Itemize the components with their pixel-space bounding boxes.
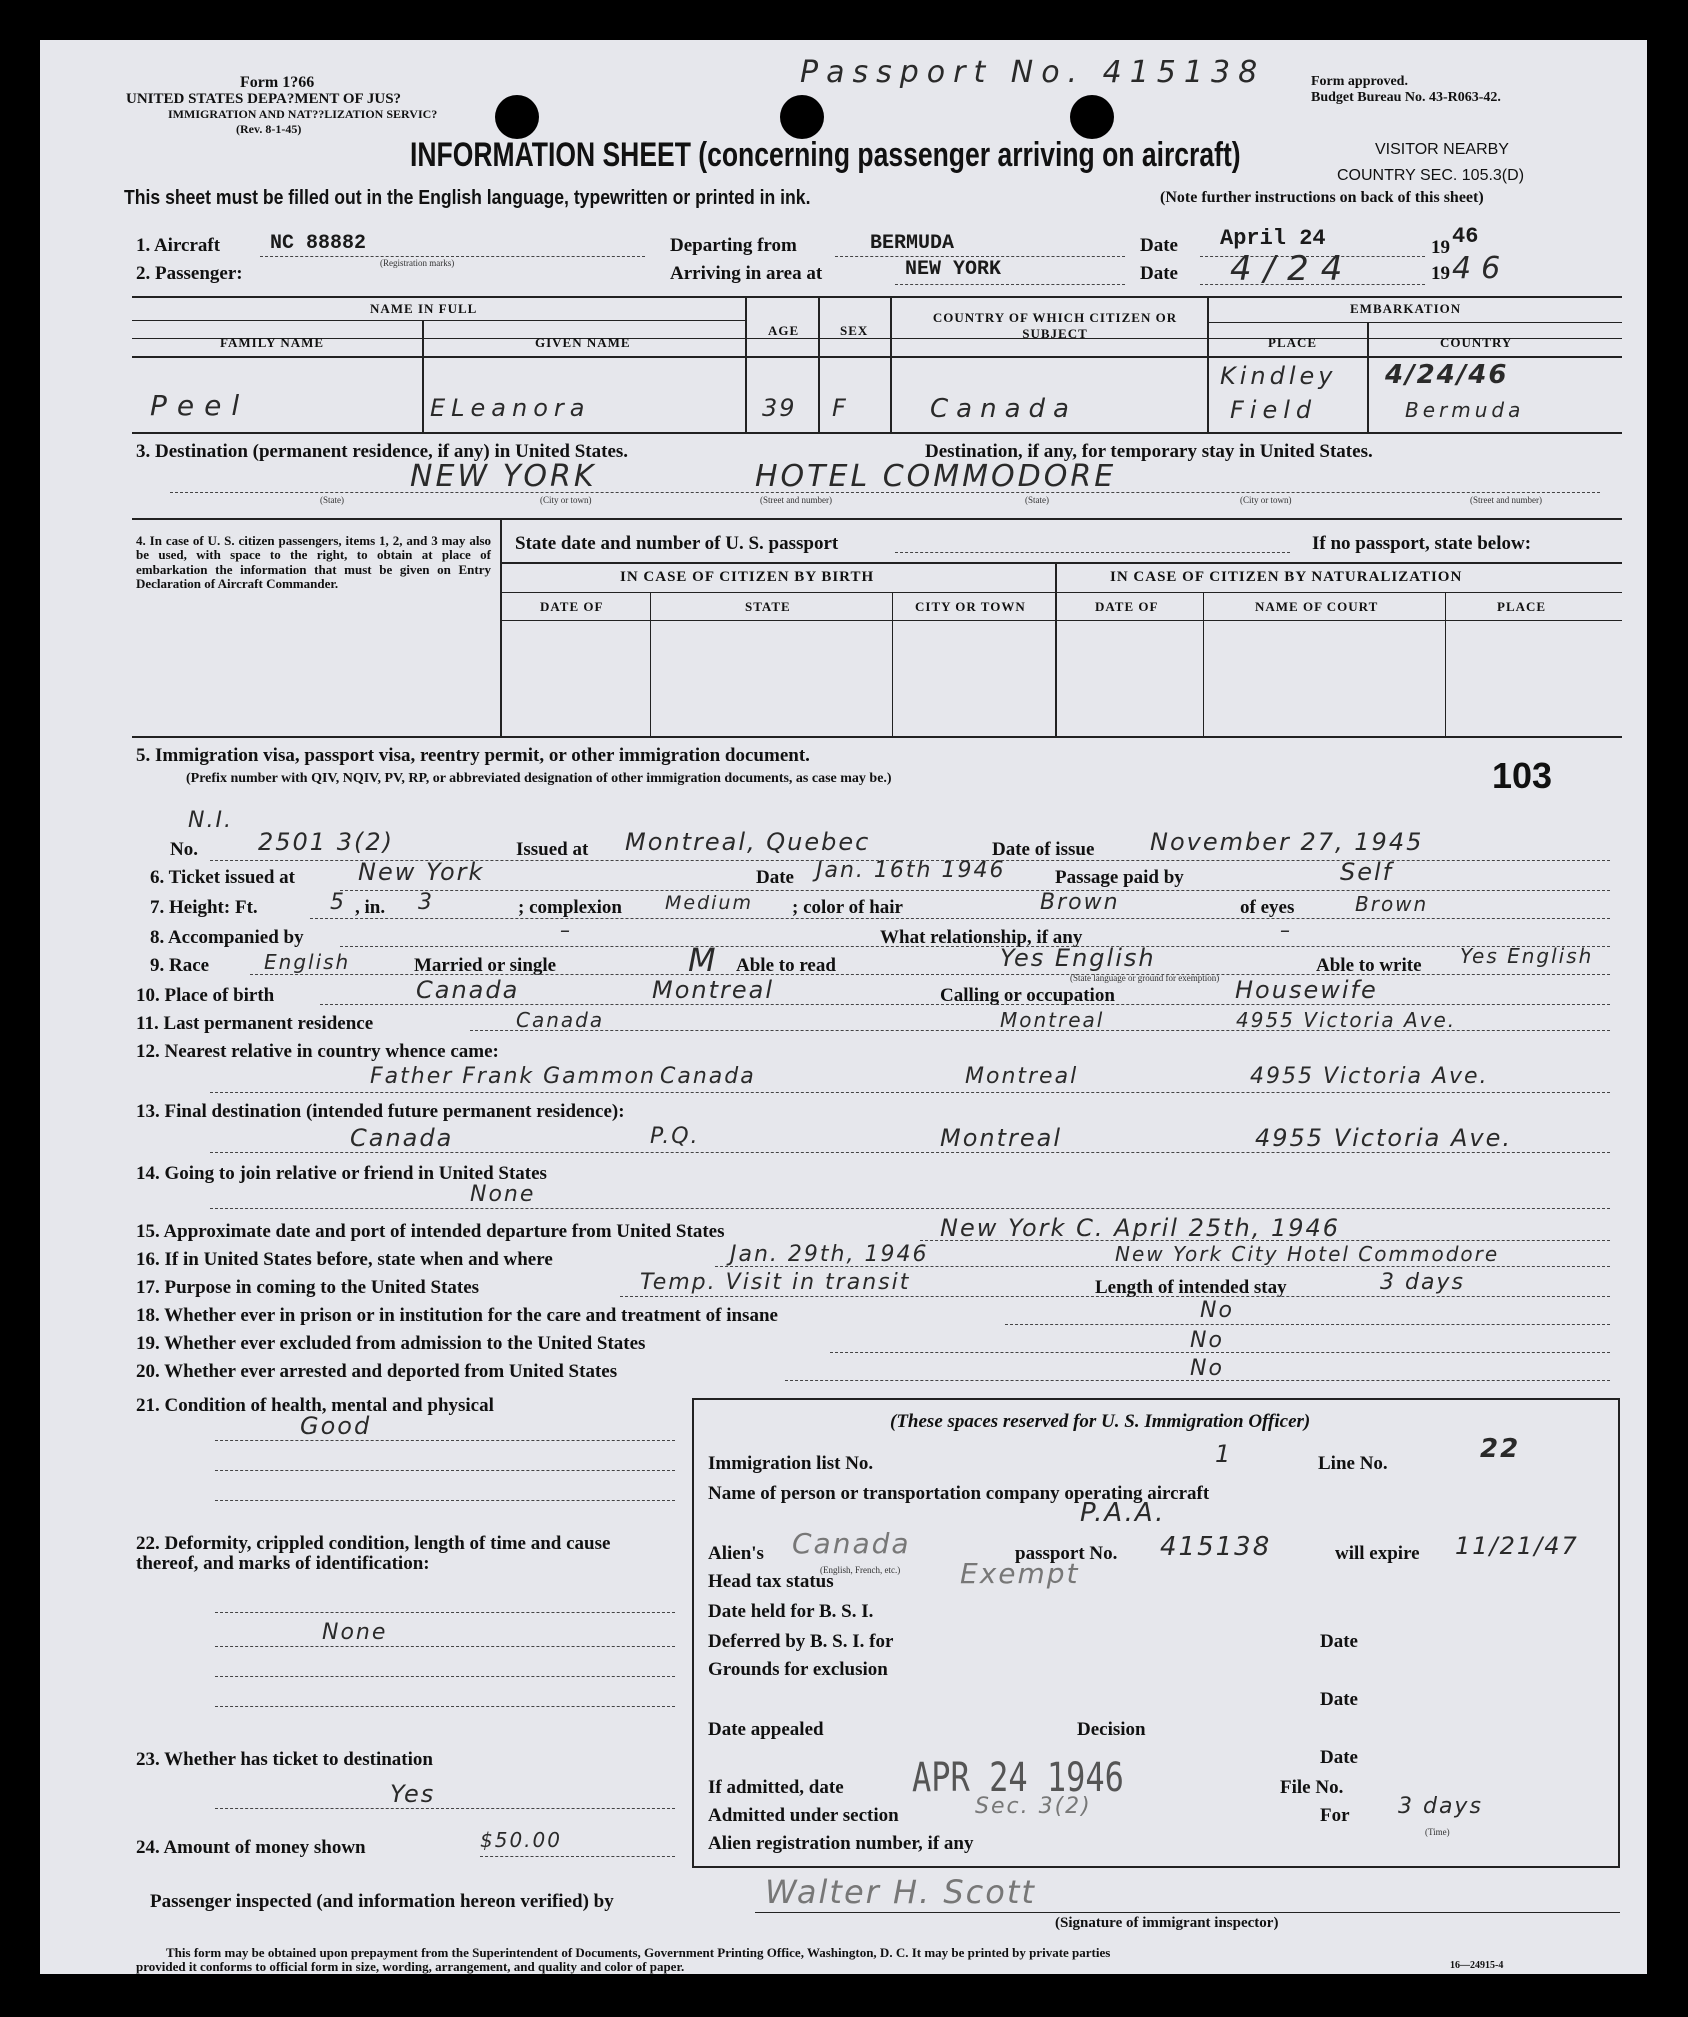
admitted-date-label: If admitted, date: [708, 1777, 844, 1798]
sex-value: F: [832, 394, 848, 422]
aircraft-label: 1. Aircraft: [136, 235, 221, 256]
language-caption: (State language or ground for exemption): [1070, 973, 1220, 983]
issued-at-label: Issued at: [516, 839, 589, 860]
signature-caption: (Signature of immigrant inspector): [1055, 1915, 1279, 1931]
birthplace-country: Canada: [416, 976, 520, 1004]
birthplace-label: 10. Place of birth: [136, 985, 275, 1006]
no-passport-label: If no passport, state below:: [1312, 533, 1532, 554]
relative-country: Canada: [660, 1064, 756, 1089]
nationality-caption: (English, French, etc.): [820, 1565, 901, 1575]
state-caption: (State): [1025, 495, 1049, 505]
alien-registration-label: Alien registration number, if any: [708, 1833, 974, 1854]
date-of-issue-label: Date of issue: [992, 839, 1095, 860]
citizen-header: COUNTRY OF WHICH CITIZEN OR SUBJECT: [932, 310, 1178, 341]
stay-length-label: Length of intended stay: [1095, 1277, 1287, 1298]
final-destination-label: 13. Final destination (intended future permanent residence):: [136, 1101, 625, 1122]
us-passport-label: State date and number of U. S. passport: [515, 533, 839, 554]
ticket-date-label: Date: [756, 867, 794, 888]
citizen-value: Canada: [930, 394, 1077, 424]
court-name-header: NAME OF COURT: [1255, 599, 1379, 614]
service-line: IMMIGRATION AND NAT??LIZATION SERVIC?: [168, 107, 438, 121]
prison-value: No: [1200, 1298, 1234, 1323]
department-line: UNITED STATES DEPA?MENT OF JUS?: [126, 91, 402, 107]
occupation-value: Housewife: [1235, 976, 1378, 1004]
write-label: Able to write: [1316, 955, 1422, 976]
document-number-label: No.: [170, 839, 198, 860]
married-value: M: [688, 941, 718, 979]
ticket-destination-label: 23. Whether has ticket to destination: [136, 1749, 433, 1770]
height-feet: 5: [330, 890, 346, 915]
embarkation-place-line2: Field: [1230, 396, 1318, 424]
departing-label: Departing from: [670, 235, 797, 256]
deformity-label: 22. Deformity, crippled condition, length of time and cause thereof, and marks of identification:: [136, 1533, 611, 1574]
departure-value: New York C. April 25th, 1946: [940, 1214, 1341, 1242]
form-title: INFORMATION SHEET (concerning passenger arriving on aircraft): [410, 136, 1241, 174]
deported-label: 20. Whether ever arrested and deported from United States: [136, 1361, 618, 1382]
sex-header: SEX: [840, 323, 869, 338]
relationship-value: –: [1280, 918, 1292, 942]
registration-caption: (Registration marks): [380, 258, 455, 268]
previous-visit-when: Jan. 29th, 1946: [730, 1242, 929, 1267]
height-label: 7. Height: Ft.: [150, 897, 258, 918]
document-prefix: N.I.: [188, 808, 233, 833]
final-street: 4955 Victoria Ave.: [1255, 1124, 1512, 1152]
hair-label: ; color of hair: [792, 897, 903, 918]
naturalization-place-header: PLACE: [1497, 599, 1547, 614]
excluded-label: 19. Whether ever excluded from admission to the United States: [136, 1333, 646, 1354]
ticket-date-value: Jan. 16th 1946: [816, 858, 1006, 883]
embarkation-place-line1: Kindley: [1220, 362, 1337, 390]
write-value: Yes English: [1460, 944, 1594, 968]
purpose-value: Temp. Visit in transit: [640, 1270, 911, 1295]
immigration-document-hint: (Prefix number with QIV, NQIV, PV, RP, or abbreviated designation of other immigration documents, as case may be.): [186, 771, 892, 786]
birth-date-header: DATE OF: [540, 599, 604, 614]
country-header: COUNTRY: [1440, 335, 1513, 350]
alien-passport-label: passport No.: [1015, 1543, 1118, 1564]
admitted-section-value: Sec. 3(2): [975, 1794, 1092, 1819]
fine-print-line2: provided it conforms to official form in size, wording, arrangement, and quality and color of paper.: [136, 1959, 685, 1974]
arriving-value: NEW YORK: [905, 258, 1002, 281]
year-prefix: 19: [1431, 263, 1450, 284]
immigration-document-label: 5. Immigration visa, passport visa, reentry permit, or other immigration document.: [136, 745, 810, 766]
residence-street: 4955 Victoria Ave.: [1236, 1008, 1457, 1032]
final-country: Canada: [350, 1124, 454, 1152]
city-caption: (City or town): [1240, 495, 1292, 505]
line-number-label: Line No.: [1318, 1453, 1388, 1474]
year-prefix: 19: [1431, 237, 1450, 258]
bsi-held-label: Date held for B. S. I.: [708, 1601, 874, 1622]
departing-value: BERMUDA: [870, 232, 955, 255]
prison-label: 18. Whether ever in prison or in institution for the care and treatment of insane: [136, 1305, 778, 1326]
destination-city: NEW YORK: [410, 459, 597, 494]
aircraft-value: NC 88882: [270, 232, 367, 255]
deformity-value: None: [322, 1620, 388, 1645]
money-label: 24. Amount of money shown: [136, 1837, 366, 1858]
revision: (Rev. 8-1-45): [236, 122, 302, 136]
street-caption: (Street and number): [1470, 495, 1542, 505]
form-approved: Form approved.: [1311, 74, 1408, 89]
citizen-instructions: 4. In case of U. S. citizen passengers, items 1, 2, and 3 may also be used, with space to the right, to obtain at place of embarkation the information that must be given on Entry Declaration of Aircraft Commander.: [136, 533, 491, 591]
visitor-stamp: VISITOR NEARBY: [1375, 141, 1509, 158]
file-number-label: File No.: [1280, 1777, 1344, 1798]
budget-bureau: Budget Bureau No. 43-R063-42.: [1311, 90, 1501, 105]
time-caption: (Time): [1425, 1827, 1450, 1837]
birth-city-header: CITY OR TOWN: [915, 599, 1026, 614]
given-name-value: ELeanora: [430, 394, 591, 422]
residence-label: 11. Last permanent residence: [136, 1013, 374, 1034]
punch-hole: [495, 95, 539, 139]
alien-nationality-label: Alien's: [708, 1543, 764, 1564]
citizen-by-naturalization-header: IN CASE OF CITIZEN BY NATURALIZATION: [1110, 569, 1463, 585]
grounds-exclusion-label: Grounds for exclusion: [708, 1659, 888, 1680]
note-instructions: (Note further instructions on back of this sheet): [1160, 189, 1484, 206]
inspector-signature: Walter H. Scott: [765, 1873, 1036, 1911]
family-name-value: Peel: [150, 389, 250, 422]
ticket-value: New York: [358, 858, 485, 886]
decision-date-label: Date: [1320, 1747, 1358, 1768]
immigration-list-value: 1: [1215, 1440, 1233, 1468]
height-inches: 3: [418, 890, 434, 915]
date-appealed-label: Date appealed: [708, 1719, 824, 1740]
form-code: 16—24915-4: [1450, 1960, 1504, 1971]
instruction: This sheet must be filled out in the English language, typewritten or printed in ink.: [124, 187, 811, 209]
date-value: April 24: [1220, 226, 1326, 251]
family-name-header: FAMILY NAME: [220, 335, 325, 350]
date-label: Date: [1140, 235, 1178, 256]
hair-value: Brown: [1040, 890, 1120, 915]
company-value: P.A.A.: [1080, 1498, 1166, 1528]
alien-passport-value: 415138: [1160, 1532, 1272, 1562]
previous-visit-label: 16. If in United States before, state when and where: [136, 1249, 553, 1270]
birth-state-header: STATE: [745, 599, 791, 614]
final-city: Montreal: [940, 1124, 1063, 1152]
relationship-label: What relationship, if any: [880, 927, 1083, 948]
purpose-label: 17. Purpose in coming to the United States: [136, 1277, 480, 1298]
eyes-label: of eyes: [1240, 897, 1295, 918]
passport-annotation: Passport No. 415138: [800, 55, 1266, 90]
bsi-deferred-label: Deferred by B. S. I. for: [708, 1631, 894, 1652]
relative-name: Father Frank Gammon: [370, 1064, 656, 1089]
admitted-section-label: Admitted under section: [708, 1805, 899, 1826]
age-header: AGE: [768, 323, 800, 338]
money-value: $50.00: [480, 1828, 562, 1852]
admitted-date-stamp: APR 24 1946: [912, 1755, 1124, 1801]
alien-nationality-value: Canada: [792, 1527, 911, 1560]
form-sheet: [40, 40, 1647, 1974]
country-section-stamp: COUNTRY SEC. 105.3(D): [1337, 167, 1525, 184]
state-caption: (State): [320, 495, 344, 505]
passport-expire-label: will expire: [1335, 1543, 1420, 1564]
read-label: Able to read: [736, 955, 836, 976]
birthplace-city: Montreal: [652, 976, 775, 1004]
relative-street: 4955 Victoria Ave.: [1250, 1064, 1489, 1089]
name-in-full-header: NAME IN FULL: [370, 301, 478, 316]
line-number-value: 22: [1480, 1434, 1521, 1464]
deported-value: No: [1190, 1356, 1224, 1381]
passage-paid-label: Passage paid by: [1055, 867, 1184, 888]
final-state: P.Q.: [650, 1124, 700, 1149]
date-of-issue-value: November 27, 1945: [1150, 828, 1424, 856]
officer-box-header: (These spaces reserved for U. S. Immigration Officer): [890, 1411, 1311, 1432]
head-tax-value: Exempt: [960, 1557, 1080, 1590]
ticket-label: 6. Ticket issued at: [150, 867, 295, 888]
ticket-destination-value: Yes: [390, 1780, 436, 1808]
nearest-relative-label: 12. Nearest relative in country whence came:: [136, 1041, 499, 1062]
page-number: 103: [1492, 755, 1553, 796]
height-inches-label: , in.: [355, 897, 386, 918]
health-value: Good: [300, 1412, 372, 1440]
married-label: Married or single: [414, 955, 557, 976]
admitted-for-label: For: [1320, 1805, 1350, 1826]
immigration-list-label: Immigration list No.: [708, 1453, 874, 1474]
punch-hole: [1070, 95, 1114, 139]
accompanied-label: 8. Accompanied by: [150, 927, 304, 948]
given-name-header: GIVEN NAME: [535, 335, 631, 350]
form-number: Form 1?66: [240, 74, 315, 91]
destination-label: 3. Destination (permanent residence, if any) in United States.: [136, 441, 629, 462]
citizen-by-birth-header: IN CASE OF CITIZEN BY BIRTH: [620, 569, 875, 585]
complexion-value: Medium: [665, 892, 753, 914]
embarkation-date: 4/24/46: [1385, 360, 1509, 390]
read-value: Yes English: [1000, 944, 1156, 972]
street-caption: (Street and number): [760, 495, 832, 505]
embarkation-country: Bermuda: [1405, 398, 1525, 422]
exclusion-date-label: Date: [1320, 1689, 1358, 1710]
stay-length-value: 3 days: [1380, 1270, 1465, 1295]
decision-label: Decision: [1077, 1719, 1146, 1740]
issued-at-value: Montreal, Quebec: [625, 828, 871, 856]
inspected-by-label: Passenger inspected (and information hereon verified) by: [150, 1891, 614, 1912]
passage-paid-value: Self: [1340, 858, 1394, 886]
race-value: English: [264, 950, 351, 974]
complexion-label: ; complexion: [518, 897, 622, 918]
punch-hole: [780, 95, 824, 139]
race-label: 9. Race: [150, 955, 210, 976]
company-label: Name of person or transportation company operating aircraft: [708, 1483, 1210, 1504]
document-number-value: 2501 3(2): [258, 828, 394, 856]
eyes-value: Brown: [1355, 892, 1429, 916]
passport-expire-value: 11/21/47: [1455, 1532, 1579, 1560]
place-header: PLACE: [1268, 335, 1318, 350]
accompanied-value: –: [560, 918, 572, 942]
passenger-label: 2. Passenger:: [136, 263, 243, 284]
arrival-year-value: 46: [1452, 251, 1511, 286]
departure-label: 15. Approximate date and port of intended departure from United States: [136, 1221, 725, 1242]
residence-country: Canada: [516, 1008, 605, 1032]
occupation-label: Calling or occupation: [940, 985, 1115, 1006]
date-label: Date: [1140, 263, 1178, 284]
head-tax-label: Head tax status: [708, 1571, 834, 1592]
arriving-label: Arriving in area at: [670, 263, 823, 284]
previous-visit-where: New York City Hotel Commodore: [1115, 1242, 1500, 1266]
health-label: 21. Condition of health, mental and physical: [136, 1395, 494, 1416]
city-caption: (City or town): [540, 495, 592, 505]
join-relative-value: None: [470, 1182, 536, 1207]
age-value: 39: [762, 394, 797, 422]
fine-print-line1: This form may be obtained upon prepayment from the Superintendent of Documents, Government Printing Office, Washington, D. C. It may be printed by private parties: [166, 1945, 1111, 1960]
temporary-destination-label: Destination, if any, for temporary stay in United States.: [925, 441, 1373, 462]
admitted-for-value: 3 days: [1398, 1794, 1483, 1819]
deferred-date-label: Date: [1320, 1631, 1358, 1652]
embarkation-header: EMBARKATION: [1350, 301, 1462, 316]
residence-city: Montreal: [1000, 1008, 1105, 1032]
arrival-date-value: 4/24: [1230, 249, 1355, 289]
relative-city: Montreal: [965, 1064, 1079, 1089]
join-relative-label: 14. Going to join relative or friend in United States: [136, 1163, 547, 1184]
naturalization-date-header: DATE OF: [1095, 599, 1159, 614]
destination-hotel: HOTEL COMMODORE: [755, 459, 1117, 494]
excluded-value: No: [1190, 1328, 1224, 1353]
year-value: 46: [1452, 224, 1479, 249]
